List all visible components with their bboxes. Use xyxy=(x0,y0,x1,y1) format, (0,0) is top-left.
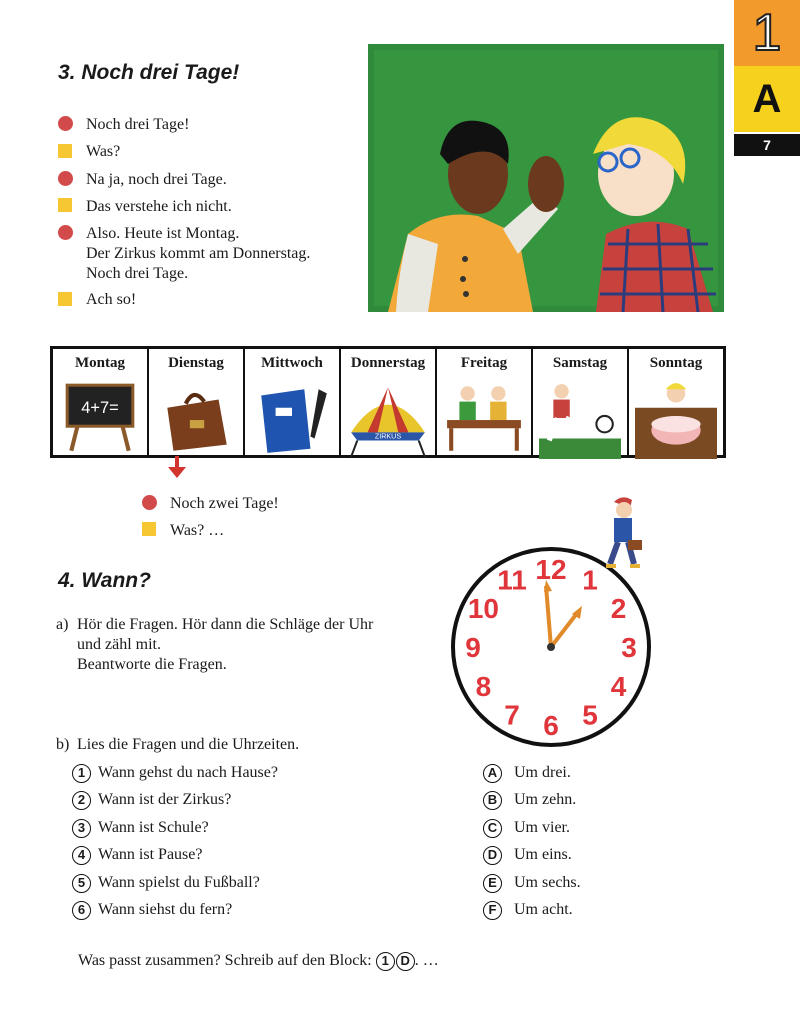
answer-text: Um zehn. xyxy=(514,791,577,808)
task-a-line: Hör die Fragen. Hör dann die Schläge der Uhr xyxy=(77,616,374,633)
clock-numeral: 4 xyxy=(610,671,627,702)
answer-item xyxy=(483,818,570,838)
answer-item xyxy=(483,763,571,783)
answer-letter: B xyxy=(483,791,502,810)
answer-text: Um sechs. xyxy=(514,874,581,891)
question-number: 5 xyxy=(72,874,91,893)
blackboard-icon xyxy=(59,377,141,459)
speaker-square-icon xyxy=(58,144,72,158)
dialogue-line: Was? xyxy=(86,143,121,160)
dialogue-line: Na ja, noch drei Tage. xyxy=(86,171,227,188)
question-text: Wann siehst du fern? xyxy=(98,901,233,918)
pupils-at-desk-icon xyxy=(443,377,525,459)
answer-item xyxy=(483,790,576,810)
speaker-circle-icon xyxy=(58,171,73,186)
question-text: Wann spielst du Fußball? xyxy=(98,874,260,891)
question-item xyxy=(72,900,232,920)
clock-numeral: 3 xyxy=(621,632,637,663)
answer-text: Um acht. xyxy=(514,901,573,918)
notebook-pen-icon xyxy=(251,377,333,459)
task-a-label: a) xyxy=(56,616,69,633)
question-number: 4 xyxy=(72,846,91,865)
clock-numeral: 1 xyxy=(582,564,598,596)
day-label: Montag xyxy=(75,355,125,371)
clock-numeral: 2 xyxy=(610,593,627,624)
followup-line: Was? … xyxy=(170,522,225,539)
day-label: Dienstag xyxy=(168,355,224,371)
circus-sign: ZIRKUS xyxy=(374,432,402,441)
dialogue-line: Das verstehe ich nicht. xyxy=(86,198,232,215)
clock-numeral: 7 xyxy=(504,699,520,731)
dialogue-line: Ach so! xyxy=(86,291,137,308)
answer-letter: C xyxy=(483,819,502,838)
clock-numeral: 12 xyxy=(535,554,567,585)
day-friday xyxy=(437,349,533,455)
section-letter-tab: A xyxy=(734,66,800,132)
question-number: 3 xyxy=(72,819,91,838)
answer-letter: D xyxy=(483,846,502,865)
answer-text: Um eins. xyxy=(514,846,572,863)
task-b-text: Lies die Fragen und die Uhrzeiten. xyxy=(77,736,300,753)
example-number: 1 xyxy=(376,952,395,971)
day-label: Samstag xyxy=(552,355,608,371)
clock-numeral: 8 xyxy=(475,671,492,702)
birthday-cake-icon xyxy=(635,377,717,459)
speaker-circle-icon xyxy=(58,225,73,240)
closing-text: Was passt zusammen? Schreib auf den Block: xyxy=(78,952,372,969)
answer-item xyxy=(483,900,573,920)
question-number: 1 xyxy=(72,764,91,783)
closing-instruction xyxy=(78,951,439,971)
speaker-circle-icon xyxy=(142,495,157,510)
question-item xyxy=(72,818,209,838)
week-strip xyxy=(50,346,726,458)
clock-numeral: 9 xyxy=(465,632,481,663)
question-text: Wann ist Schule? xyxy=(98,819,209,836)
dialogue-line: Also. Heute ist Montag. xyxy=(86,225,240,242)
clock-numeral: 11 xyxy=(497,564,527,596)
answer-text: Um drei. xyxy=(514,764,571,781)
question-item xyxy=(72,790,231,810)
day-saturday xyxy=(533,349,629,455)
question-text: Wann gehst du nach Hause? xyxy=(98,764,278,781)
followup-line: Noch zwei Tage! xyxy=(170,495,279,512)
speaker-square-icon xyxy=(58,198,72,212)
question-number: 2 xyxy=(72,791,91,810)
dialogue-line: Noch drei Tage. xyxy=(86,265,189,282)
task-a-line: und zähl mit. xyxy=(77,636,161,653)
task-a-line: Beantworte die Fragen. xyxy=(77,656,227,673)
question-number: 6 xyxy=(72,901,91,920)
clock-numeral: 5 xyxy=(582,699,598,731)
answer-letter: E xyxy=(483,874,502,893)
unit-number-tab: 1 xyxy=(734,0,800,66)
speaker-circle-icon xyxy=(58,116,73,131)
answer-letter: F xyxy=(483,901,502,920)
schoolbag-icon xyxy=(155,377,237,459)
day-monday xyxy=(53,349,149,455)
arrow-down-icon xyxy=(166,456,188,480)
dialogue-line: Noch drei Tage! xyxy=(86,116,190,133)
task-b-label: b) xyxy=(56,736,70,753)
answer-item xyxy=(483,873,581,893)
blackboard-text: 4+7= xyxy=(81,398,119,417)
day-label: Freitag xyxy=(460,355,508,371)
answer-item xyxy=(483,845,572,865)
clock-numeral: 6 xyxy=(543,710,559,741)
question-item xyxy=(72,845,202,865)
question-text: Wann ist Pause? xyxy=(98,846,203,863)
question-item xyxy=(72,763,278,783)
speaker-square-icon xyxy=(142,522,156,536)
day-wednesday xyxy=(245,349,341,455)
football-player-icon xyxy=(539,377,621,459)
kids-talking-illustration xyxy=(368,44,724,312)
day-sunday xyxy=(629,349,723,455)
answer-letter: A xyxy=(483,764,502,783)
example-letter: D xyxy=(396,952,415,971)
section3-title: 3. Noch drei Tage! xyxy=(58,61,240,84)
day-tuesday xyxy=(149,349,245,455)
day-label: Sonntag xyxy=(649,355,703,371)
section4-title: 4. Wann? xyxy=(58,569,151,592)
question-item xyxy=(72,873,260,893)
closing-suffix: . … xyxy=(414,952,439,969)
clock-numeral: 10 xyxy=(467,593,500,624)
page-number: 7 xyxy=(734,134,800,156)
day-thursday xyxy=(341,349,437,455)
circus-tent-icon xyxy=(347,377,429,459)
dialogue-line: Der Zirkus kommt am Donnerstag. xyxy=(86,245,311,262)
walking-boy-illustration xyxy=(600,494,648,574)
question-text: Wann ist der Zirkus? xyxy=(98,791,232,808)
day-label: Donnerstag xyxy=(350,355,426,371)
answer-text: Um vier. xyxy=(514,819,570,836)
day-label: Mittwoch xyxy=(261,355,323,371)
speaker-square-icon xyxy=(58,292,72,306)
